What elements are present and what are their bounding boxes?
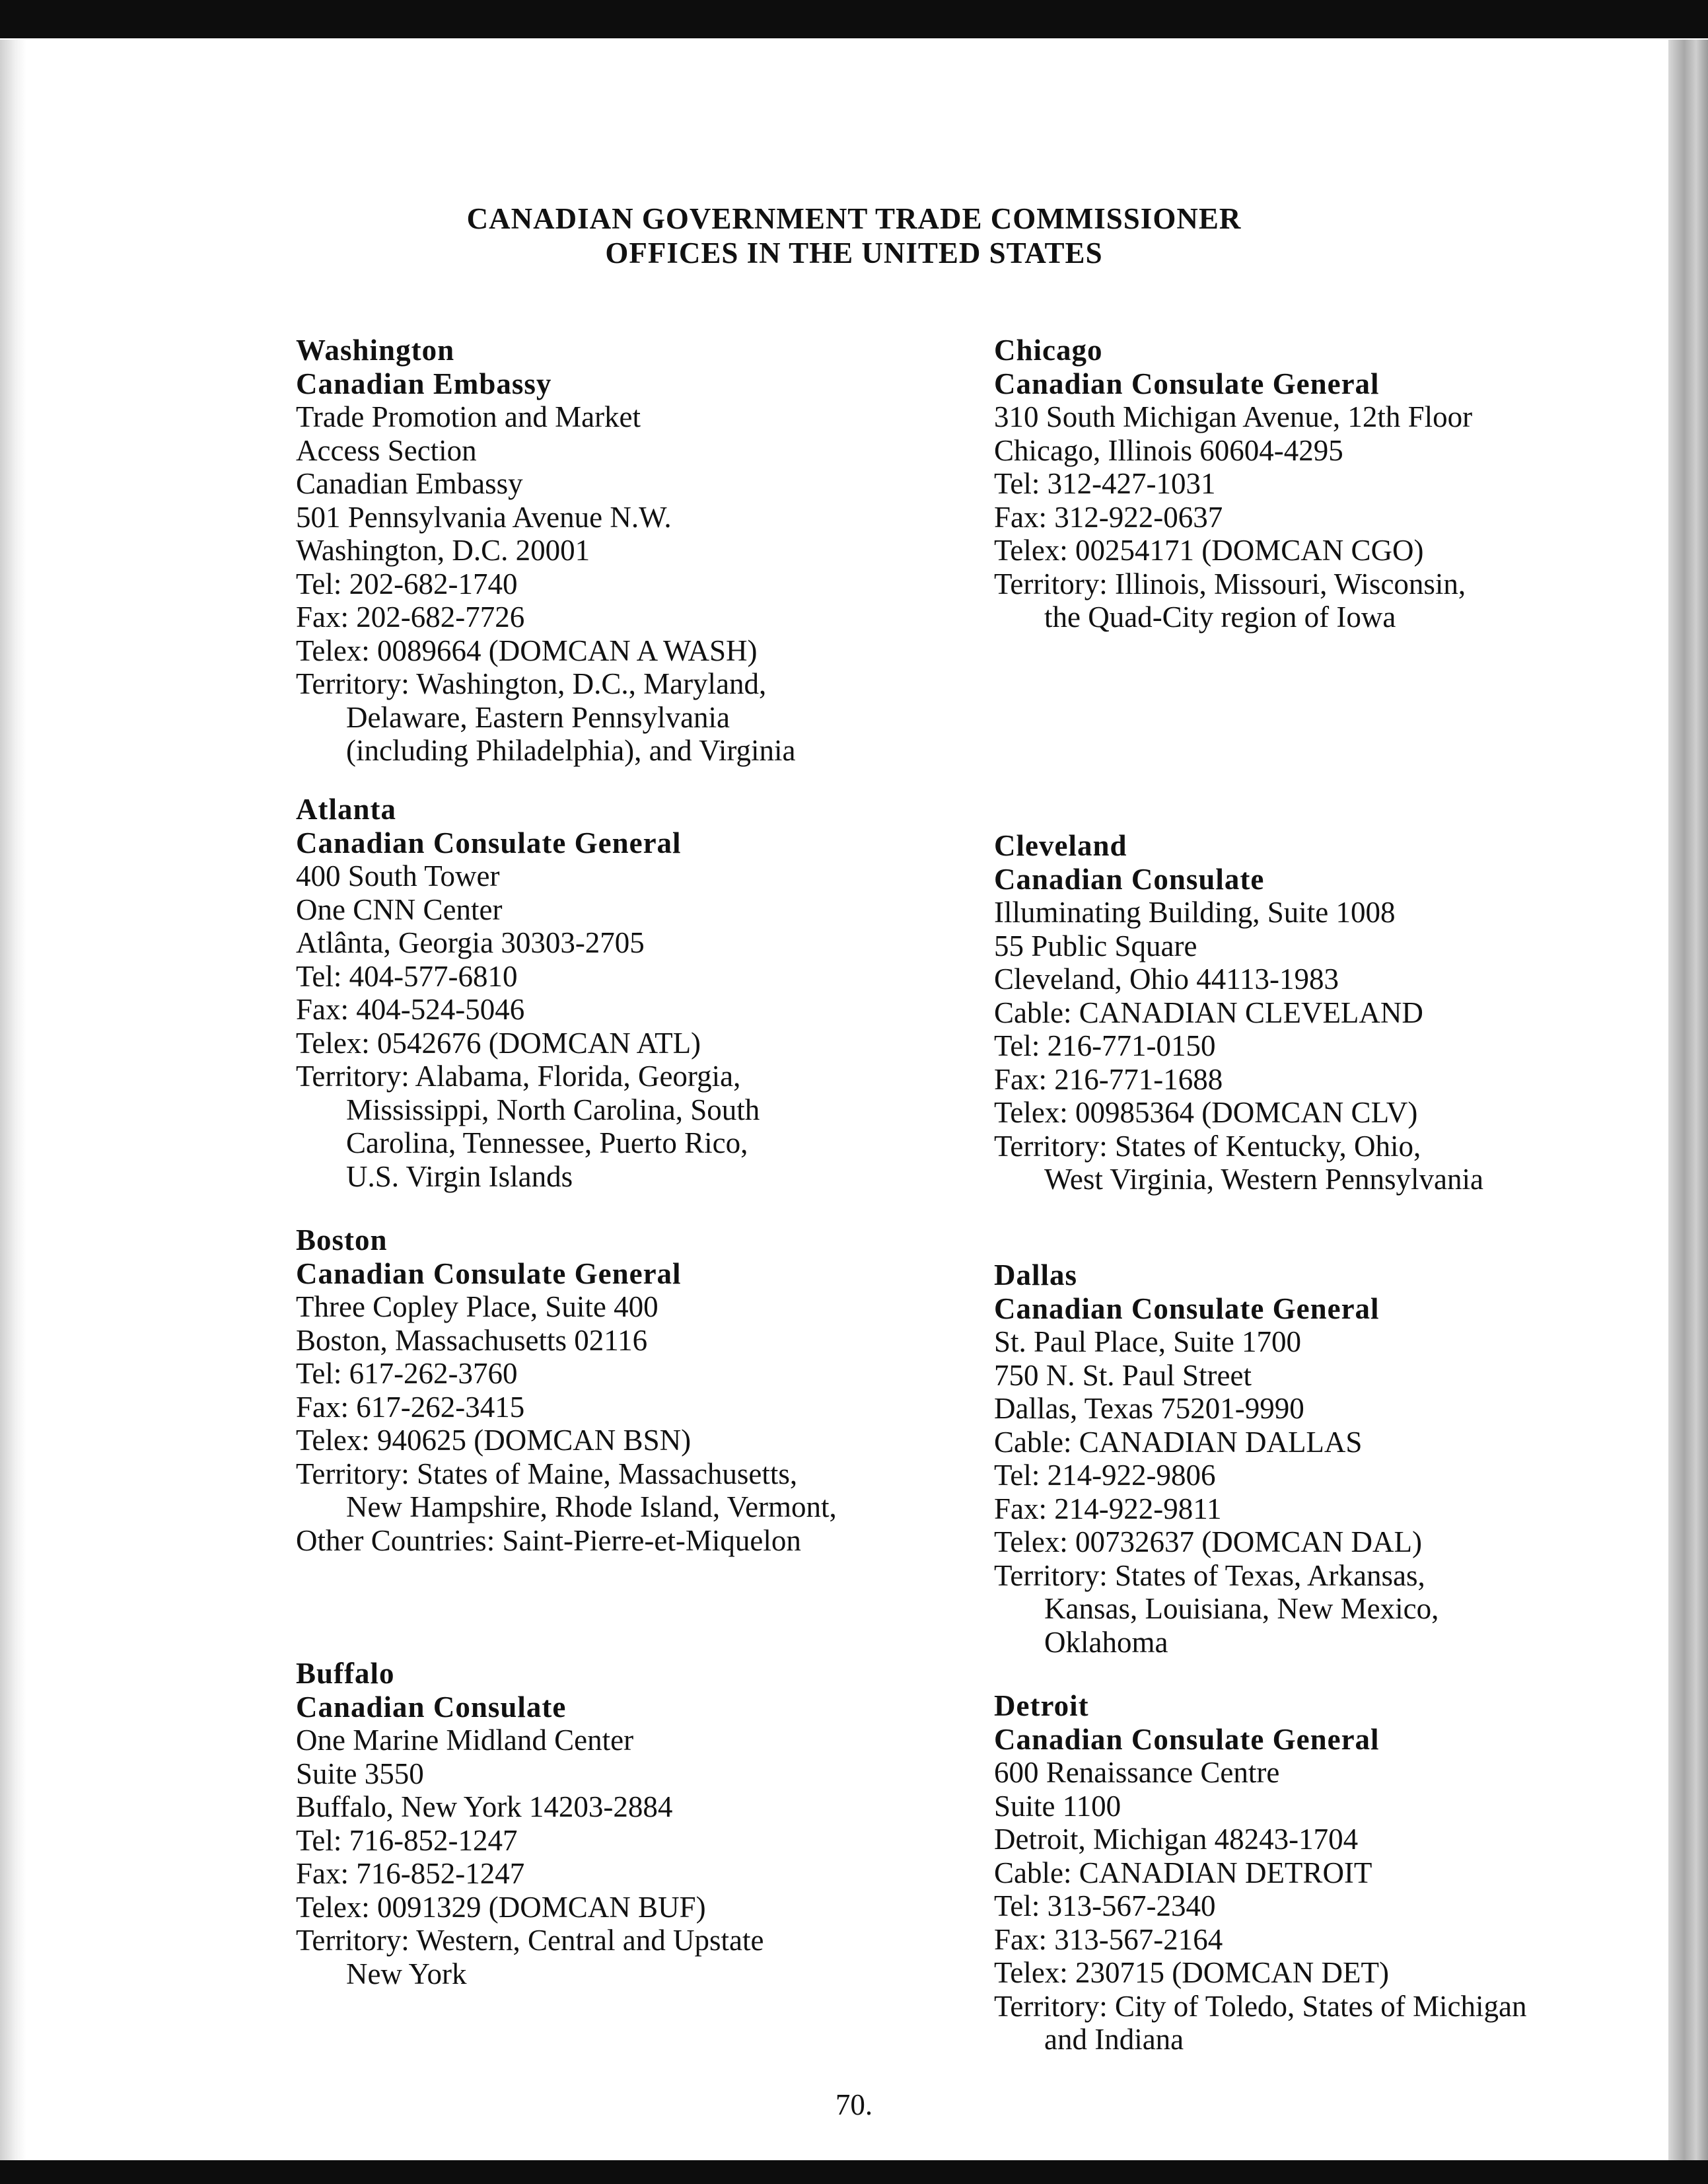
address-line: Cable: CANADIAN DETROIT [994,1856,1372,1889]
other-countries-line: Other Countries: Saint-Pierre-et-Miquelon [296,1523,801,1557]
address-line: Chicago, Illinois 60604-4295 [994,433,1343,467]
scan-left-edge [0,40,26,2160]
address-line: Dallas, Texas 75201-9990 [994,1392,1304,1425]
address-line: Telex: 00732637 (DOMCAN DAL) [994,1525,1423,1558]
address-line: Telex: 0542676 (DOMCAN ATL) [296,1026,701,1060]
address-line: Cable: CANADIAN CLEVELAND [994,996,1423,1029]
address-line: Access Section [296,433,477,467]
address-line: Tel: 617-262-3760 [296,1357,518,1390]
address-line: Territory: Washington, D.C., Maryland, [296,667,767,700]
address-line: Cleveland, Ohio 44113-1983 [994,963,1339,996]
address-line: Territory: City of Toledo, States of Michigan [994,1989,1527,2023]
address-line: One Marine Midland Center [296,1724,634,1757]
territory-continuation: U.S. Virgin Islands [346,1159,573,1193]
office-city: Washington [296,334,455,367]
address-line: Telex: 940625 (DOMCAN BSN) [296,1424,692,1457]
address-line: Territory: States of Kentucky, Ohio, [994,1129,1421,1163]
office-atlanta [296,793,970,1193]
address-line: Fax: 202-682-7726 [296,601,525,634]
address-line: Territory: States of Maine, Massachusetts, [296,1457,798,1490]
address-line: Trade Promotion and Market [296,400,641,433]
territory-continuation: New Hampshire, Rhode Island, Vermont, [346,1490,837,1523]
territory-continuation: Oklahoma [1044,1625,1168,1659]
address-line: 55 Public Square [994,929,1197,963]
address-line: Suite 3550 [296,1757,424,1790]
office-cleveland [994,829,1668,1196]
address-line: Illuminating Building, Suite 1008 [994,896,1396,929]
territory-continuation: New York [346,1957,467,1990]
address-line: Telex: 230715 (DOMCAN DET) [994,1956,1390,1989]
address-line: Telex: 00985364 (DOMCAN CLV) [994,1096,1418,1129]
office-type: Canadian Consulate [296,1690,567,1724]
address-line: Three Copley Place, Suite 400 [296,1290,658,1323]
address-line: Tel: 312-427-1031 [994,467,1216,500]
territory-continuation: Carolina, Tennessee, Puerto Rico, [346,1126,748,1159]
scan-top-border [0,0,1708,38]
address-line: Fax: 716-852-1247 [296,1857,525,1890]
page-title [0,201,1708,270]
address-line: Atlânta, Georgia 30303-2705 [296,926,645,959]
title-line-1: CANADIAN GOVERNMENT TRADE COMMISSIONER [466,202,1242,235]
address-line: Canadian Embassy [296,467,523,500]
office-buffalo [296,1657,970,1990]
office-chicago [994,334,1668,634]
office-type: Canadian Consulate General [296,826,682,859]
office-type: Canadian Consulate General [994,1292,1380,1325]
address-line: St. Paul Place, Suite 1700 [994,1325,1301,1358]
office-boston [296,1223,970,1557]
address-line: 310 South Michigan Avenue, 12th Floor [994,400,1473,433]
address-line: Tel: 216-771-0150 [994,1029,1216,1062]
territory-continuation: Delaware, Eastern Pennsylvania [346,700,730,734]
address-line: Fax: 216-771-1688 [994,1062,1223,1096]
scan-bottom-border [0,2160,1708,2184]
address-line: Fax: 617-262-3415 [296,1390,525,1424]
address-line: Fax: 214-922-9811 [994,1492,1222,1525]
address-line: 400 South Tower [296,859,500,892]
office-detroit [994,1689,1668,2057]
address-line: Detroit, Michigan 48243-1704 [994,1823,1359,1856]
office-washington [296,334,970,768]
address-line: Suite 1100 [994,1789,1121,1823]
address-line: Tel: 404-577-6810 [296,959,518,993]
address-line: Territory: States of Texas, Arkansas, [994,1558,1425,1592]
address-line: One CNN Center [296,892,503,926]
territory-continuation: West Virginia, Western Pennsylvania [1044,1163,1483,1196]
address-line: 501 Pennsylvania Avenue N.W. [296,500,672,534]
address-line: 600 Renaissance Centre [994,1756,1280,1789]
territory-continuation: and Indiana [1044,2023,1184,2056]
office-type: Canadian Consulate General [994,367,1380,400]
office-city: Dallas [994,1258,1078,1292]
address-line: Telex: 00254171 (DOMCAN CGO) [994,534,1424,567]
address-line: Tel: 716-852-1247 [296,1823,518,1857]
territory-continuation: Kansas, Louisiana, New Mexico, [1044,1592,1439,1625]
office-city: Buffalo [296,1657,395,1690]
address-line: Telex: 0089664 (DOMCAN A WASH) [296,634,758,667]
office-dallas [994,1258,1668,1659]
office-city: Detroit [994,1689,1089,1722]
address-line: Cable: CANADIAN DALLAS [994,1425,1363,1459]
address-line: 750 N. St. Paul Street [994,1358,1252,1392]
address-line: Territory: Illinois, Missouri, Wisconsin, [994,567,1466,601]
office-city: Cleveland [994,829,1127,862]
territory-continuation: (including Philadelphia), and Virginia [346,734,796,767]
office-type: Canadian Consulate General [994,1722,1380,1756]
address-line: Telex: 0091329 (DOMCAN BUF) [296,1890,706,1924]
address-line: Fax: 312-922-0637 [994,500,1223,534]
address-line: Tel: 214-922-9806 [994,1459,1216,1492]
office-type: Canadian Consulate General [296,1256,682,1290]
office-city: Chicago [994,334,1103,367]
office-city: Atlanta [296,793,396,826]
address-line: Territory: Alabama, Florida, Georgia, [296,1060,741,1093]
office-type: Canadian Consulate [994,862,1265,896]
address-line: Tel: 313-567-2340 [994,1889,1216,1922]
office-type: Canadian Embassy [296,367,552,400]
scan-book-spine [1668,40,1708,2160]
address-line: Tel: 202-682-1740 [296,567,518,601]
address-line: Buffalo, New York 14203-2884 [296,1790,673,1823]
page-number: 70. [835,2088,873,2121]
territory-continuation: the Quad-City region of Iowa [1044,601,1396,634]
address-line: Fax: 313-567-2164 [994,1922,1223,1956]
territory-continuation: Mississippi, North Carolina, South [346,1093,760,1126]
address-line: Fax: 404-524-5046 [296,993,525,1026]
address-line: Washington, D.C. 20001 [296,534,590,567]
title-line-2: OFFICES IN THE UNITED STATES [605,237,1103,270]
address-line: Boston, Massachusetts 02116 [296,1323,648,1357]
office-city: Boston [296,1223,388,1256]
address-line: Territory: Western, Central and Upstate [296,1924,764,1957]
